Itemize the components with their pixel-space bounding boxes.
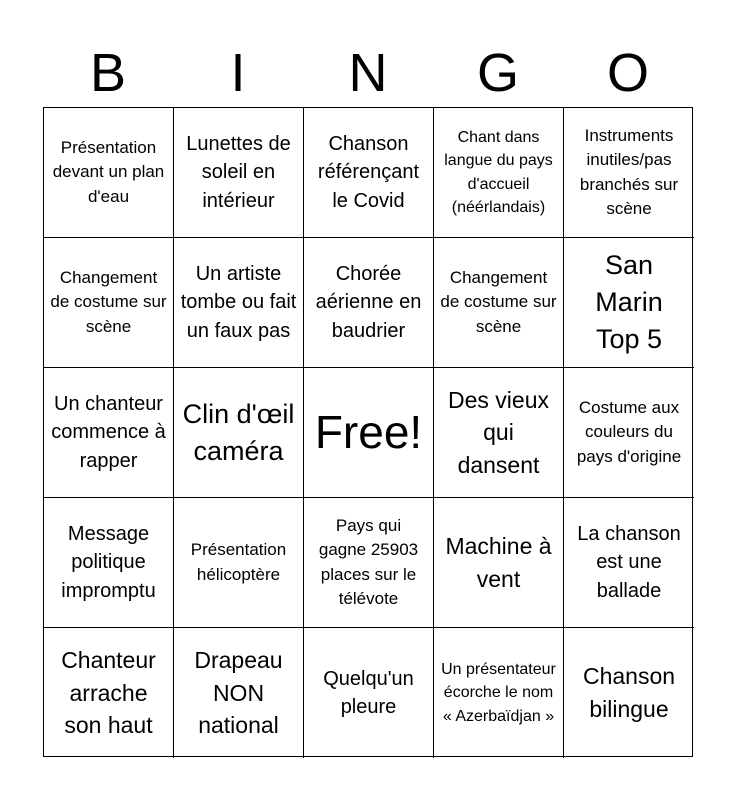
cell-text: Un présentateur écorche le nom « Azerbaïdjan »	[441, 661, 556, 725]
cell-text: Machine à vent	[445, 532, 552, 592]
header-letter-b: B	[89, 43, 127, 103]
cell-text: San Marin Top 5	[595, 250, 663, 354]
bingo-header	[43, 38, 693, 108]
bingo-cell[interactable]	[564, 498, 694, 628]
cell-text: Chanson bilingue	[582, 663, 676, 722]
header-letter-n: N	[348, 43, 388, 103]
bingo-cell[interactable]	[174, 498, 304, 628]
bingo-cell[interactable]	[564, 628, 694, 758]
cell-text: Chanteur arrache son haut	[61, 647, 156, 739]
cell-text: Chanson référençant le Covid	[317, 132, 420, 212]
cell-text: Changement de costume sur scène	[440, 268, 557, 336]
bingo-cell[interactable]	[564, 238, 694, 368]
bingo-cell[interactable]	[304, 498, 434, 628]
bingo-cell[interactable]	[44, 108, 174, 238]
cell-text: Présentation devant un plan d'eau	[52, 138, 165, 206]
bingo-cell[interactable]	[434, 108, 564, 238]
header-letter-o: O	[606, 43, 649, 103]
bingo-cell[interactable]	[564, 108, 694, 238]
cell-text: Un artiste tombe ou fait un faux pas	[180, 262, 297, 342]
cell-text: La chanson est une ballade	[577, 522, 681, 602]
cell-text: Un chanteur commence à rapper	[51, 392, 166, 472]
bingo-cell[interactable]	[434, 238, 564, 368]
cell-text: Des vieux qui dansent	[448, 386, 549, 478]
bingo-cell[interactable]	[564, 368, 694, 498]
bingo-cell[interactable]	[304, 238, 434, 368]
bingo-cell[interactable]	[304, 628, 434, 758]
cell-text: Clin d'œil caméra	[182, 398, 295, 466]
bingo-cell[interactable]	[44, 368, 174, 498]
cell-text: Présentation hélicoptère	[190, 540, 287, 584]
cell-text: Message politique impromptu	[61, 522, 156, 602]
bingo-cell[interactable]	[44, 628, 174, 758]
cell-text: Chant dans langue du pays d'accueil (néérlandais)	[444, 129, 553, 216]
cell-text: Lunettes de soleil en intérieur	[186, 132, 291, 212]
cell-text: Chorée aérienne en baudrier	[315, 262, 422, 342]
bingo-cell[interactable]	[174, 238, 304, 368]
bingo-cell[interactable]	[304, 108, 434, 238]
header-letter-g: G	[476, 43, 519, 103]
bingo-cell[interactable]	[174, 368, 304, 498]
cell-text: Changement de costume sur scène	[50, 268, 167, 336]
bingo-cell[interactable]	[174, 108, 304, 238]
bingo-cell[interactable]	[434, 628, 564, 758]
bingo-cell[interactable]	[434, 368, 564, 498]
cell-text: Drapeau NON national	[194, 647, 283, 739]
cell-text: Costume aux couleurs du pays d'origine	[576, 398, 682, 466]
cell-text: Quelqu'un pleure	[323, 667, 414, 718]
header-letter-i: I	[230, 43, 246, 103]
free-space-text: Free!	[314, 406, 423, 459]
bingo-board	[43, 107, 693, 757]
bingo-cell[interactable]	[434, 498, 564, 628]
bingo-cell[interactable]	[44, 498, 174, 628]
cell-text: Instruments inutiles/pas branchés sur scène	[579, 126, 679, 218]
free-space-cell[interactable]	[304, 368, 434, 498]
bingo-cell[interactable]	[44, 238, 174, 368]
cell-text: Pays qui gagne 25903 places sur le télévote	[318, 516, 419, 608]
bingo-cell[interactable]	[174, 628, 304, 758]
